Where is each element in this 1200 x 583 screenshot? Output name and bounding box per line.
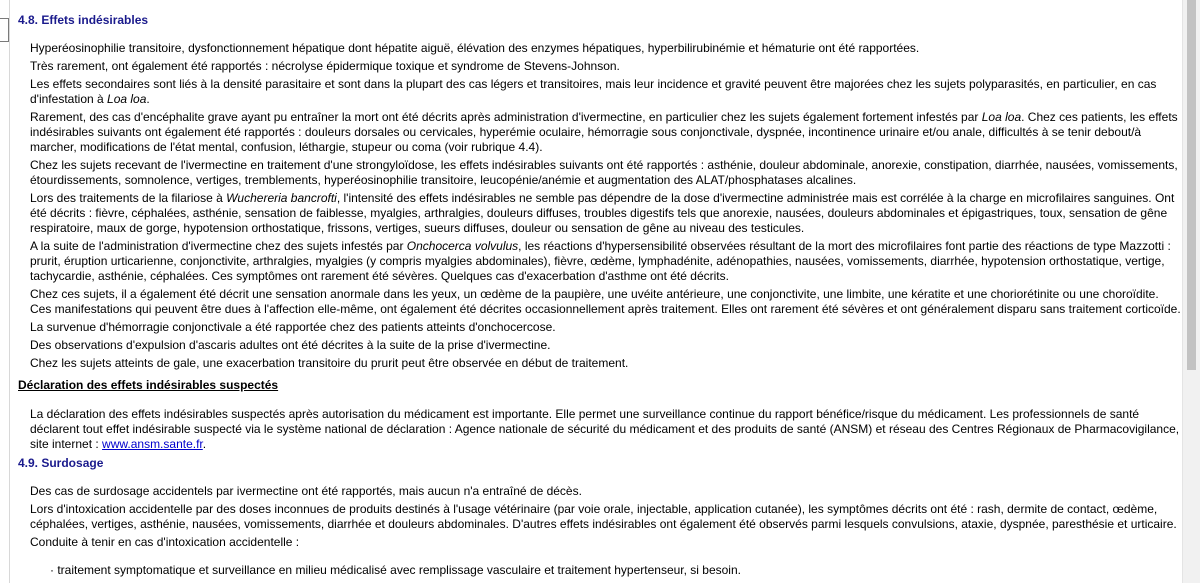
italic-species: Wuchereria bancrofti [226, 191, 337, 205]
section-body-surdosage [18, 484, 1182, 578]
section-heading-surdosage: 4.9. Surdosage [18, 456, 104, 470]
paragraph: Lors des traitements de la filariose à Wuchereria bancrofti, l'intensité des effets indésirables ne semble pas dépendre de la dose d'ivermectine administrée mais est corrélée à la charge en microfilaires sanguines. Ont été décrits : fièvre, céphalées, asthénie, sensation de faiblesse, myalgies, arthralgies, douleurs diffuses, troubles digestifs tels que anorexie, nausées, douleurs abdominales et épigastriques, toux, sensation de gêne respiratoire, maux de gorge, hypotension orthostatique, frissons, vertiges, sueurs diffuses, douleur ou sensation de gêne au niveau des testicules. [30, 191, 1175, 235]
left-frame-handle[interactable] [0, 18, 9, 42]
italic-species: Loa loa [981, 110, 1022, 124]
paragraph: Les effets secondaires sont liés à la densité parasitaire et sont dans la plupart des cas légers et transitoires, mais leur incidence et gravité peuvent être majorées chez les sujets polyparasités, en particulier, en cas d'infestation à Loa loa. [30, 77, 1157, 106]
paragraph: Conduite à tenir en cas d'intoxication accidentelle : [30, 535, 300, 549]
paragraph: Rarement, des cas d'encéphalite grave ayant pu entraîner la mort ont été décrits après administration d'ivermectine, en particulier chez les sujets également fortement infestés par Loa loa. Chez ces patients, les effets indésirables suivants ont également été rapportés : douleurs dorsales ou cervicales, hyperémie oculaire, hémorragie sous conjonctivale, dyspnée, incontinence urinaire et/ou anale, difficultés à se tenir debout/à marcher, modifications de l'état mental, confusion, léthargie, stupeur ou coma (voir rubrique 4.4). [30, 110, 1178, 154]
vertical-scrollbar[interactable] [1182, 0, 1200, 583]
italic-species: Loa loa [107, 92, 147, 106]
paragraph: Chez les sujets atteints de gale, une exacerbation transitoire du prurit peut être observée en début de traitement. [30, 356, 629, 370]
document-content [18, 12, 1182, 581]
section-body-effets-indesirables [18, 41, 1182, 371]
paragraph: Lors d'intoxication accidentelle par des doses inconnues de produits destinés à l'usage vétérinaire (par voie orale, injectable, application cutanée), les symptômes décrits ont été : rash, dermite de contact, œdème, céphalées, vertiges, asthénie, nausées, vomissements, diarrhée et douleurs abdominales. D'autres effets indésirables ont également été observés parmi lesquels convulsions, ataxie, dyspnée, paresthésie et urticaire. [30, 502, 1177, 531]
paragraph: Chez ces sujets, il a également été décrit une sensation anormale dans les yeux, un œdème de la paupière, une uvéite antérieure, une conjonctivite, une limbite, une kératite et une choriorétinite ou une choroïdite. Ces manifestations qui peuvent être dues à l'affection elle-même, ont également été décrites occasionnellement après traitement. Elles ont rarement été sévères et ont généralement disparu sans traitement corticoïde. [30, 287, 1181, 316]
bullet-item: · traitement symptomatique et surveillance en milieu médicalisé avec remplissage vasculaire et traitement hypertenseur, si besoin. [50, 563, 741, 577]
paragraph: Des observations d'expulsion d'ascaris adultes ont été décrites à la suite de la prise d'ivermectine. [30, 338, 551, 352]
subheading-declaration: Déclaration des effets indésirables suspectés [18, 378, 279, 392]
paragraph: Des cas de surdosage accidentels par ivermectine ont été rapportés, mais aucun n'a entraîné de décès. [30, 484, 582, 498]
paragraph: La survenue d'hémorragie conjonctivale a été rapportée chez des patients atteints d'onchocercose. [30, 320, 556, 334]
declaration-body [18, 407, 1182, 452]
italic-species: Onchocerca volvulus [406, 239, 519, 253]
section-heading-effets-indesirables: 4.8. Effets indésirables [18, 13, 149, 27]
paragraph: A la suite de l'administration d'ivermectine chez des sujets infestés par Onchocerca volvulus, les réactions d'hypersensibilité observées résultant de la mort des microfilaires font partie des réactions de type Mazzotti : prurit, éruption urticarienne, conjonctivite, arthralgies, myalgies (y compris myalgies abdominales), fièvre, œdème, lymphadénite, adénopathies, nausées, vomissements, diarrhée, hypotension orthostatique, vertige, tachycardie, asthénie, céphalées. Ces symptômes ont rarement été sévères. Quelques cas d'exacerbation d'asthme ont été décrits. [30, 239, 1171, 283]
paragraph: Chez les sujets recevant de l'ivermectine en traitement d'une strongyloïdose, les effets indésirables suivants ont été rapportés : asthénie, douleur abdominale, anorexie, constipation, diarrhée, nausées, vomissements, étourdissements, somnolence, vertiges, tremblements, hyperéosinophilie transitoire, leucopénie/anémie et augmentation des ALAT/phosphatases alcalines. [30, 158, 1178, 187]
ansm-website-link[interactable]: www.ansm.sante.fr [102, 437, 203, 451]
paragraph: La déclaration des effets indésirables suspectés après autorisation du médicament est importante. Elle permet une surveillance continue du rapport bénéfice/risque du médicament. Les professionnels de santé déclarent tout effet indésirable suspecté via le système national de déclaration : Agence nationale de sécurité du médicament et des produits de santé (ANSM) et réseau des Centres Régionaux de Pharmacovigilance, site internet : www.ansm.sante.fr. [30, 407, 1180, 451]
left-frame-edge [0, 0, 10, 583]
paragraph: Hyperéosinophilie transitoire, dysfonctionnement hépatique dont hépatite aiguë, élévation des enzymes hépatiques, hyperbilirubinémie et hématurie ont été rapportées. [30, 41, 920, 55]
paragraph: Très rarement, ont également été rapportés : nécrolyse épidermique toxique et syndrome de Stevens-Johnson. [30, 59, 620, 73]
scrollbar-thumb[interactable] [1187, 0, 1196, 370]
